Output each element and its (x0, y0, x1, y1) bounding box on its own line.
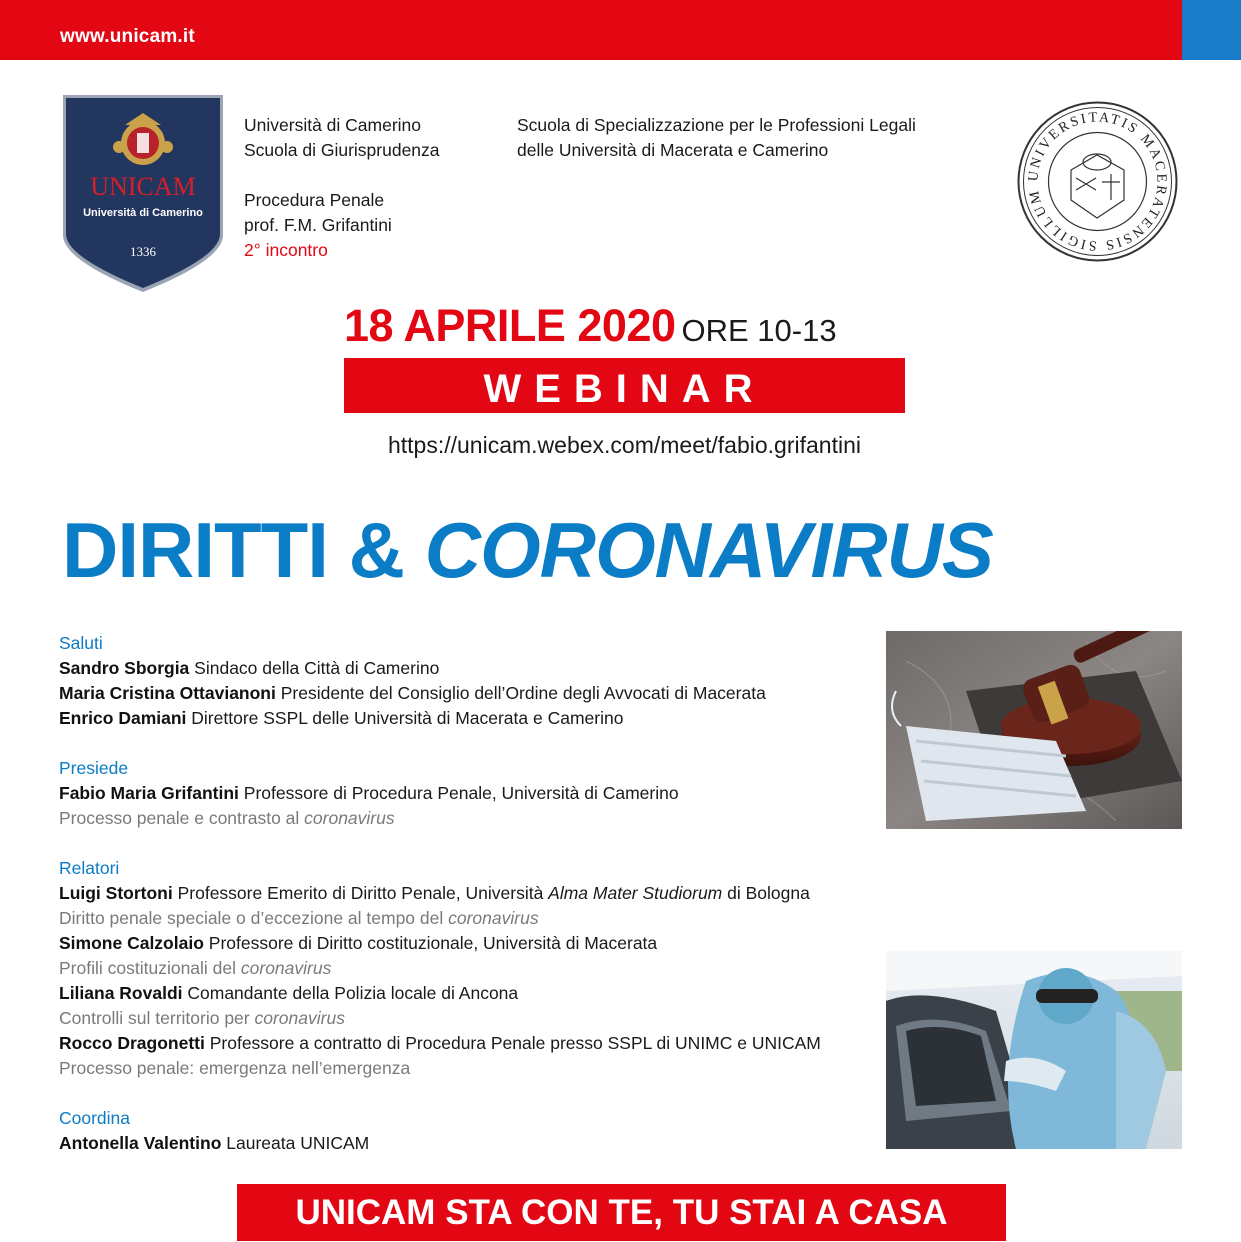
speaker-role: Sindaco della Città di Camerino (194, 658, 440, 678)
speaker-name: Maria Cristina Ottavianoni (59, 683, 276, 703)
speaker-name: Sandro Sborgia (59, 658, 190, 678)
program-presiede (59, 756, 679, 831)
program-relatori (59, 856, 821, 1081)
speaker-name: Luigi Stortoni (59, 883, 173, 903)
section-label-saluti: Saluti (59, 633, 103, 653)
speaker-row (59, 1131, 369, 1156)
talk-topic: Processo penale: emergenza nell’emergenza (59, 1058, 411, 1078)
spec-school-line1: Scuola di Specializzazione per le Professioni Legali (517, 115, 916, 135)
speaker-row (59, 881, 821, 906)
talk-topic: Processo penale e contrasto al coronavirus (59, 808, 395, 828)
main-title (62, 505, 993, 596)
university-seal (1016, 100, 1179, 263)
section-label-relatori: Relatori (59, 858, 120, 878)
speaker-role: Professore a contratto di Procedura Penale presso SSPL di UNIMC e UNICAM (209, 1033, 821, 1053)
header-col2 (517, 113, 916, 163)
speaker-name: Antonella Valentino (59, 1133, 222, 1153)
logo-brand: UNICAM (90, 172, 196, 201)
speaker-role: Professore Emerito di Diritto Penale, Università Alma Mater Studiorum di Bologna (177, 883, 810, 903)
section-label-coordina: Coordina (59, 1108, 131, 1128)
event-date: 18 APRILE 2020 (344, 300, 676, 351)
program-coordina (59, 1106, 369, 1156)
title-part2: CORONAVIRUS (424, 506, 993, 594)
speaker-role: Professore di Procedura Penale, Università di Camerino (243, 783, 679, 803)
title-part1: DIRITTI & (62, 506, 425, 594)
footer-slogan: UNICAM STA CON TE, TU STAI A CASA (237, 1184, 1006, 1241)
logo-year: 1336 (130, 244, 156, 259)
speaker-row (59, 706, 766, 731)
webinar-banner: WEBINAR (344, 358, 905, 413)
speaker-role: Direttore SSPL delle Università di Macerata e Camerino (191, 708, 624, 728)
top-bar-accent (1182, 0, 1241, 60)
talk-topic: Diritto penale speciale o d’eccezione al tempo del coronavirus (59, 908, 539, 928)
talk-topic: Controlli sul territorio per coronavirus (59, 1008, 345, 1028)
seal-text: UNIVERSITATIS MACERATENSIS SIGILLUM (1026, 110, 1169, 253)
spec-school-line2: delle Università di Macerata e Camerino (517, 140, 829, 160)
speaker-name: Rocco Dragonetti (59, 1033, 205, 1053)
section-label-presiede: Presiede (59, 758, 129, 778)
event-time: ORE 10-13 (681, 313, 837, 348)
speaker-role: Presidente del Consiglio dell’Ordine degli Avvocati di Macerata (280, 683, 766, 703)
drive-through-testing-photo (886, 951, 1182, 1149)
event-date-line (344, 300, 904, 352)
speaker-row (59, 1031, 821, 1056)
course-name: Procedura Penale (244, 190, 385, 210)
program-saluti (59, 631, 766, 731)
speaker-row (59, 781, 679, 806)
unicam-shield-logo (63, 95, 223, 292)
speaker-name: Liliana Rovaldi (59, 983, 183, 1003)
meeting-url[interactable]: https://unicam.webex.com/meet/fabio.grifantini (387, 432, 861, 458)
school-name: Scuola di Giurisprudenza (244, 140, 440, 160)
speaker-role: Laureata UNICAM (226, 1133, 370, 1153)
speaker-name: Simone Calzolaio (59, 933, 204, 953)
speaker-name: Fabio Maria Grifantini (59, 783, 239, 803)
talk-topic: Profili costituzionali del coronavirus (59, 958, 332, 978)
speaker-row (59, 981, 821, 1006)
logo-subtitle: Università di Camerino (83, 207, 203, 219)
gavel-and-mask-photo (886, 631, 1182, 829)
speaker-role: Professore di Diritto costituzionale, Università di Macerata (208, 933, 658, 953)
speaker-row (59, 931, 821, 956)
speaker-row (59, 656, 766, 681)
meeting-number: 2° incontro (244, 240, 328, 260)
speaker-role: Comandante della Polizia locale di Ancona (187, 983, 519, 1003)
university-name: Università di Camerino (244, 115, 422, 135)
speaker-row (59, 681, 766, 706)
speaker-name: Enrico Damiani (59, 708, 187, 728)
professor-name: prof. F.M. Grifantini (244, 215, 392, 235)
site-url[interactable]: www.unicam.it (60, 26, 195, 47)
header-col1 (244, 113, 440, 263)
